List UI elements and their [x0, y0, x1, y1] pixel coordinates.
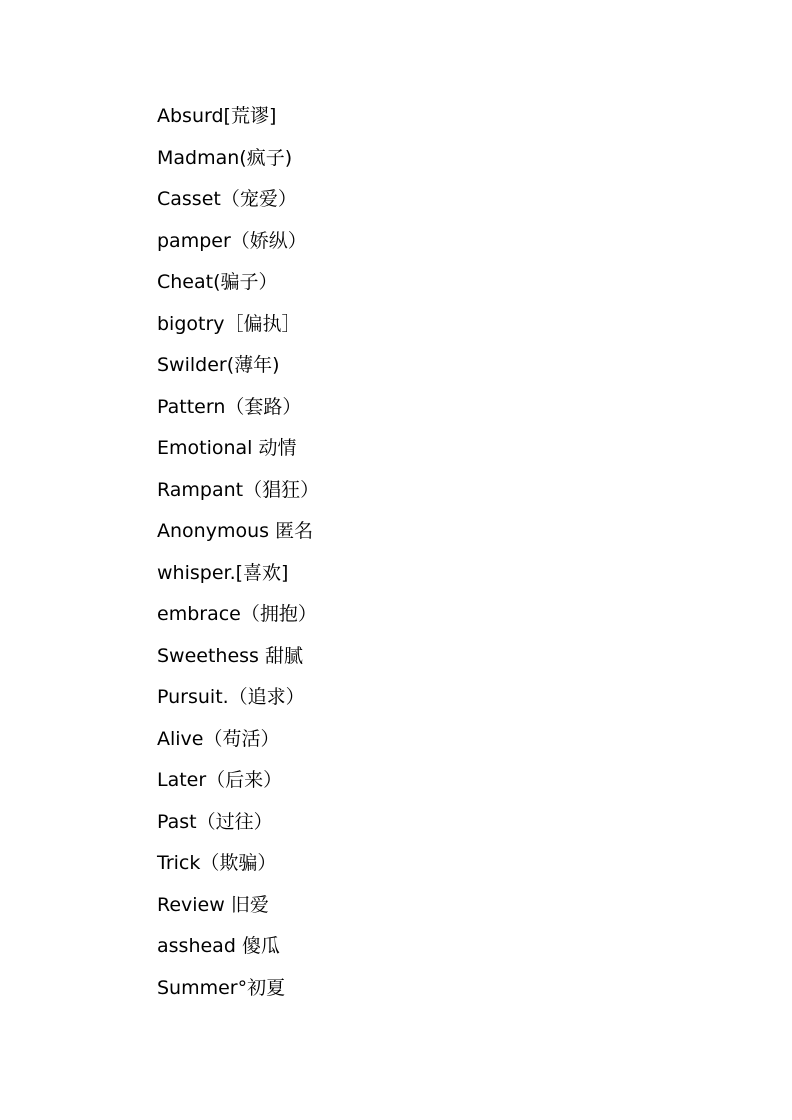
- list-item: Anonymous 匿名: [157, 520, 314, 542]
- list-item: Pursuit.（追求）: [157, 686, 305, 708]
- list-item: whisper.[喜欢]: [157, 561, 289, 584]
- list-item: Sweethess 甜腻: [157, 644, 303, 667]
- list-item: Rampant（猖狂）: [157, 478, 320, 501]
- list-item: Later（后来）: [157, 769, 283, 791]
- list-item: Madman(疯子): [157, 146, 293, 169]
- list-item: Alive（苟活）: [157, 727, 280, 750]
- list-item: Past（过往）: [157, 810, 273, 833]
- list-item: pamper（娇纵）: [157, 229, 307, 252]
- list-item: Pattern（套路）: [157, 395, 302, 418]
- list-item: asshead 傻瓜: [157, 935, 280, 957]
- vocabulary-list: [157, 103, 319, 1016]
- list-item: Casset（宠爱）: [157, 188, 297, 210]
- list-item: Swilder(薄年): [157, 354, 280, 376]
- list-item: Review 旧爱: [157, 893, 269, 916]
- list-item: Trick（欺骗）: [157, 852, 277, 874]
- list-item: bigotry［偏执］: [157, 312, 301, 335]
- list-item: Emotional 动情: [157, 437, 297, 459]
- list-item: Summer°初夏: [157, 976, 286, 999]
- list-item: Absurd[荒谬]: [157, 105, 277, 127]
- list-item: embrace（拥抱）: [157, 603, 317, 625]
- list-item: Cheat(骗子）: [157, 271, 278, 293]
